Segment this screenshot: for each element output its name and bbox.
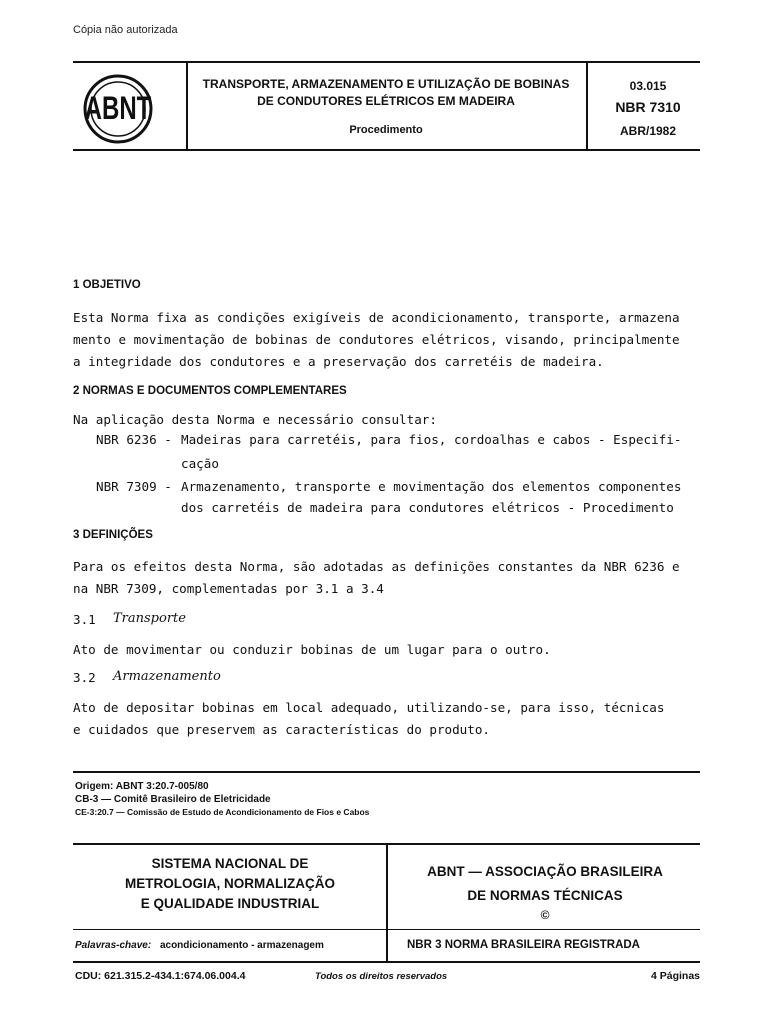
page-count: 4 Páginas — [650, 970, 700, 982]
subsection-3-1-title: Transporte — [113, 611, 186, 626]
section-2-intro: Na aplicação desta Norma e necessário consultar: — [73, 412, 437, 427]
norm-number: NBR 7310 — [615, 99, 681, 115]
section-3-body — [73, 556, 701, 600]
section-1-line: mento e movimentação de bobinas de condutores elétricos, visando, principalmente — [73, 332, 680, 347]
section-1-heading: 1 OBJETIVO — [73, 279, 141, 291]
origin-top-rule — [73, 771, 700, 773]
document-subtitle: Procedimento — [349, 124, 423, 136]
sinmetro-line: SISTEMA NACIONAL DE — [151, 856, 309, 871]
reference-title-cont: dos carretéis de madeira para condutores elétricos - Procedimento — [181, 500, 674, 515]
document-title — [196, 76, 576, 110]
subsection-3-2-title: Armazenamento — [113, 669, 221, 684]
reference-title: Armazenamento, transporte e movimentação dos elementos componentes — [181, 479, 682, 494]
committee-line: CB-3 — Comitê Brasileiro de Eletricidade — [75, 794, 271, 805]
section-3-line: Para os efeitos desta Norma, são adotadas as definições constantes da NBR 6236 e — [73, 559, 680, 574]
reference-code: NBR 6236 - — [96, 432, 172, 447]
reference-title-cont: cação — [181, 456, 219, 471]
title-line-2: DE CONDUTORES ELÉTRICOS EM MADEIRA — [257, 94, 515, 108]
origin-block — [75, 780, 369, 819]
title-line-1: TRANSPORTE, ARMAZENAMENTO E UTILIZAÇÃO DE BOBINAS — [202, 77, 570, 91]
commission-line: CE-3:20.7 — Comissão de Estudo de Acondicionamento de Fios e Cabos — [75, 807, 370, 817]
sinmetro-line: METROLOGIA, NORMALIZAÇÃO — [125, 876, 335, 891]
section-1-line: a integridade dos condutores e a preservação dos carretéis de madeira. — [73, 354, 604, 369]
subsection-3-2-line: Ato de depositar bobinas em local adequado, utilizando-se, para isso, técnicas — [73, 700, 665, 715]
subsection-3-1-text: Ato de movimentar ou conduzir bobinas de um lugar para o outro. — [73, 642, 551, 657]
reference-code: NBR 7309 - — [96, 479, 172, 494]
abnt-name-block — [390, 860, 700, 922]
watermark-text: Cópia não autorizada — [73, 24, 178, 36]
subsection-3-2-body — [73, 697, 701, 741]
norm-date: ABR/1982 — [619, 124, 677, 138]
section-3-heading: 3 DEFINIÇÕES — [73, 529, 153, 541]
sinmetro-line: E QUALIDADE INDUSTRIAL — [140, 896, 320, 911]
footer-vertical-divider — [386, 843, 388, 963]
section-3-line: na NBR 7309, complementadas por 3.1 a 3.4 — [73, 581, 384, 596]
classification-code: 03.015 — [629, 79, 667, 93]
subsection-3-2-line: e cuidados que preservem as características do produto. — [73, 722, 491, 737]
reference-title: Madeiras para carretéis, para fios, cordoalhas e cabos - Especifi- — [181, 432, 682, 447]
logo-text: ABNT — [84, 90, 152, 127]
rights-notice: Todos os direitos reservados — [315, 971, 448, 982]
keywords-value: acondicionamento - armazenagem — [159, 940, 324, 951]
abnt-logo — [82, 73, 154, 145]
copyright-symbol: © — [540, 908, 550, 922]
section-1-line: Esta Norma fixa as condições exigíveis de acondicionamento, transporte, armazena — [73, 310, 680, 325]
header-top-rule — [73, 61, 700, 63]
subsection-3-2-number: 3.2 — [73, 670, 96, 685]
header-bottom-rule — [73, 149, 700, 151]
header-divider-right — [586, 61, 588, 151]
abnt-name-line: ABNT — ASSOCIAÇÃO BRASILEIRA — [427, 864, 663, 879]
keywords-label: Palavras-chave: — [75, 940, 152, 951]
abnt-name-line: DE NORMAS TÉCNICAS — [467, 888, 623, 903]
origin-line: Origem: ABNT 3:20.7-005/80 — [75, 781, 209, 792]
keywords-row — [75, 940, 324, 951]
sinmetro-block — [75, 854, 385, 914]
registered-norm: NBR 3 NORMA BRASILEIRA REGISTRADA — [407, 939, 640, 951]
subsection-3-1-number: 3.1 — [73, 612, 96, 627]
section-2-heading: 2 NORMAS E DOCUMENTOS COMPLEMENTARES — [73, 385, 347, 397]
cdu-code: CDU: 621.315.2-434.1:674.06.004.4 — [75, 970, 246, 982]
header-divider-left — [186, 61, 188, 151]
section-1-body — [73, 307, 701, 373]
